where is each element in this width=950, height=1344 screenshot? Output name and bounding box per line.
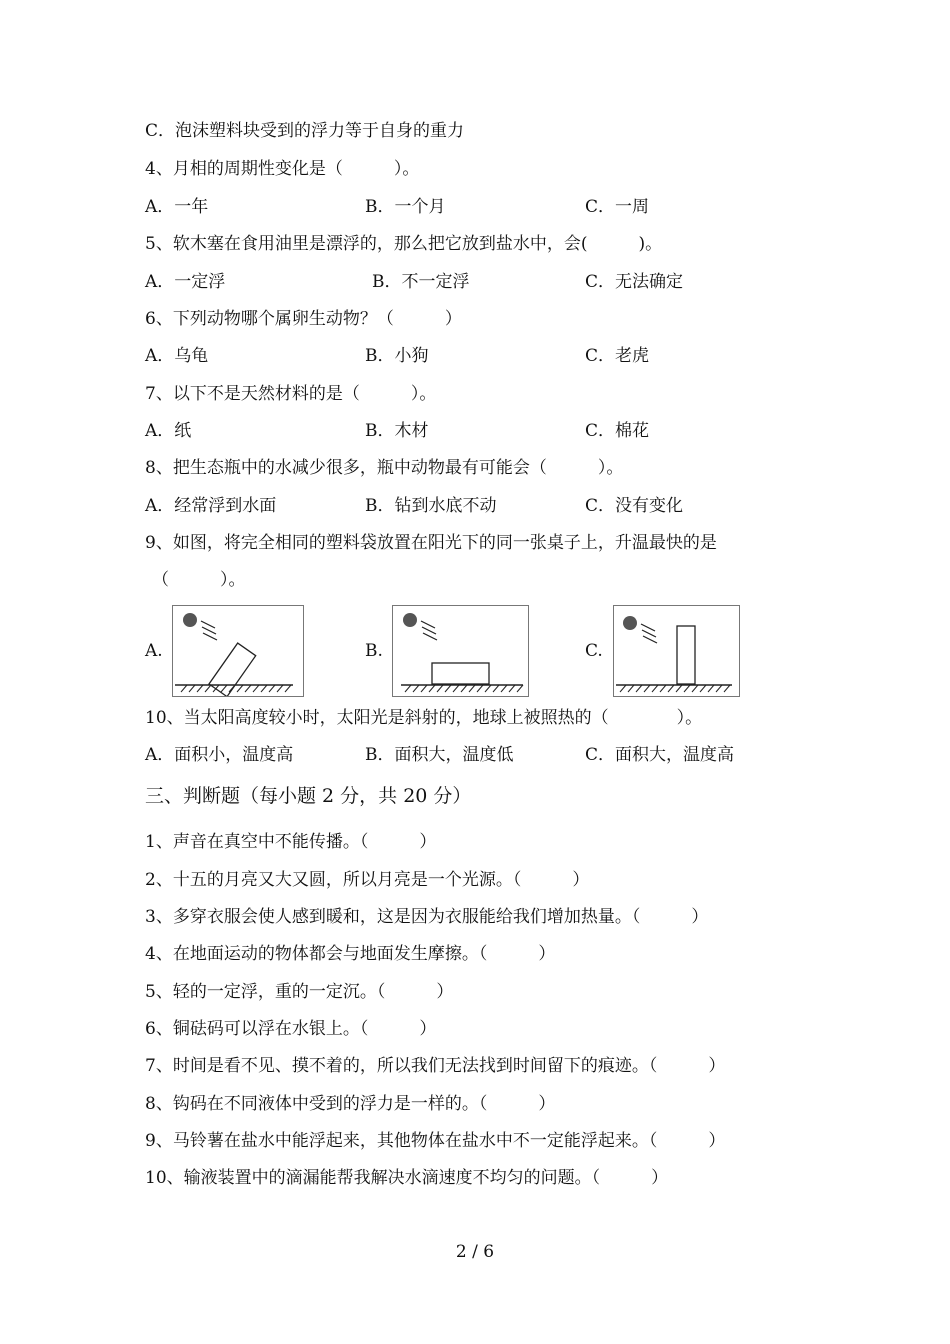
q10-option-a: A．面积小，温度高 <box>145 745 294 765</box>
figure-c-drawing <box>614 606 739 696</box>
q6-option-c: C．老虎 <box>585 346 650 366</box>
q5-option-c: C．无法确定 <box>585 272 684 292</box>
page-number: 2 / 6 <box>455 1242 495 1262</box>
flat-bag-shape <box>432 663 489 684</box>
section-3-title: 三、判断题（每小题 2 分，共 20 分） <box>145 785 472 807</box>
q10-option-b: B．面积大，温度低 <box>365 745 514 765</box>
q8-option-c: C．没有变化 <box>585 496 684 516</box>
q10-stem: 10、当太阳高度较小时，太阳光是斜射的，地球上被照热的（ ）。 <box>145 708 703 728</box>
tf-item-8: 8、钩码在不同液体中受到的浮力是一样的。（ ） <box>145 1094 556 1114</box>
table-hatching <box>405 685 523 692</box>
tf-item-7: 7、时间是看不见、摸不着的，所以我们无法找到时间留下的痕迹。（ ） <box>145 1056 726 1076</box>
q9-figure-a <box>172 605 304 697</box>
q9-figure-label-a: A. <box>145 641 163 661</box>
q4-stem: 4、月相的周期性变化是（ ）。 <box>145 159 420 179</box>
sun-rays-icon <box>201 621 217 640</box>
q5-stem: 5、软木塞在食用油里是漂浮的，那么把它放到盐水中，会( )。 <box>145 234 663 254</box>
q4-option-a: A．一年 <box>145 197 209 217</box>
q8-option-a: A．经常浮到水面 <box>145 496 277 516</box>
q8-option-b: B．钻到水底不动 <box>365 496 497 516</box>
q6-option-b: B．小狗 <box>365 346 429 366</box>
q3-option-c: C．泡沫塑料块受到的浮力等于自身的重力 <box>145 121 465 141</box>
q9-figure-label-b: B. <box>365 641 383 661</box>
q9-figure-label-c: C. <box>585 641 603 661</box>
q9-figure-b <box>392 605 529 697</box>
tf-item-6: 6、铜砝码可以浮在水银上。（ ） <box>145 1019 437 1039</box>
q7-option-c: C．棉花 <box>585 421 650 441</box>
q5-option-a: A．一定浮 <box>145 272 226 292</box>
table-hatching <box>620 685 730 692</box>
tf-item-4: 4、在地面运动的物体都会与地面发生摩擦。（ ） <box>145 944 556 964</box>
q8-stem: 8、把生态瓶中的水减少很多，瓶中动物最有可能会（ ）。 <box>145 458 624 478</box>
sun-icon <box>403 613 417 627</box>
q5-option-b: B．不一定浮 <box>372 272 470 292</box>
tf-item-10: 10、输液装置中的滴漏能帮我解决水滴速度不均匀的问题。（ ） <box>145 1168 669 1188</box>
q6-option-a: A．乌龟 <box>145 346 209 366</box>
upright-bag-shape <box>677 626 695 684</box>
sun-icon <box>183 613 197 627</box>
q4-option-c: C．一周 <box>585 197 650 217</box>
q9-stem: 9、如图，将完全相同的塑料袋放置在阳光下的同一张桌子上，升温最快的是 <box>145 533 717 553</box>
tf-item-1: 1、声音在真空中不能传播。（ ） <box>145 832 437 852</box>
q7-option-b: B．木材 <box>365 421 429 441</box>
q7-option-a: A．纸 <box>145 421 192 441</box>
tf-item-5: 5、轻的一定浮，重的一定沉。（ ） <box>145 982 454 1002</box>
q6-stem: 6、下列动物哪个属卵生动物？（ ） <box>145 309 462 329</box>
tf-item-9: 9、马铃薯在盐水中能浮起来，其他物体在盐水中不一定能浮起来。（ ） <box>145 1131 726 1151</box>
figure-a-drawing <box>173 606 303 696</box>
q9-figure-c <box>613 605 740 697</box>
figure-b-drawing <box>393 606 528 696</box>
sun-rays-icon <box>421 621 437 640</box>
q4-option-b: B．一个月 <box>365 197 446 217</box>
table-hatching <box>181 685 291 692</box>
tf-item-2: 2、十五的月亮又大又圆，所以月亮是一个光源。（ ） <box>145 870 590 890</box>
tf-item-3: 3、多穿衣服会使人感到暖和，这是因为衣服能给我们增加热量。（ ） <box>145 907 709 927</box>
q7-stem: 7、以下不是天然材料的是（ ）。 <box>145 384 437 404</box>
sun-rays-icon <box>641 624 657 643</box>
sun-icon <box>623 616 637 630</box>
q10-option-c: C．面积大，温度高 <box>585 745 735 765</box>
q9-stem-blank: （ ）。 <box>152 570 246 590</box>
